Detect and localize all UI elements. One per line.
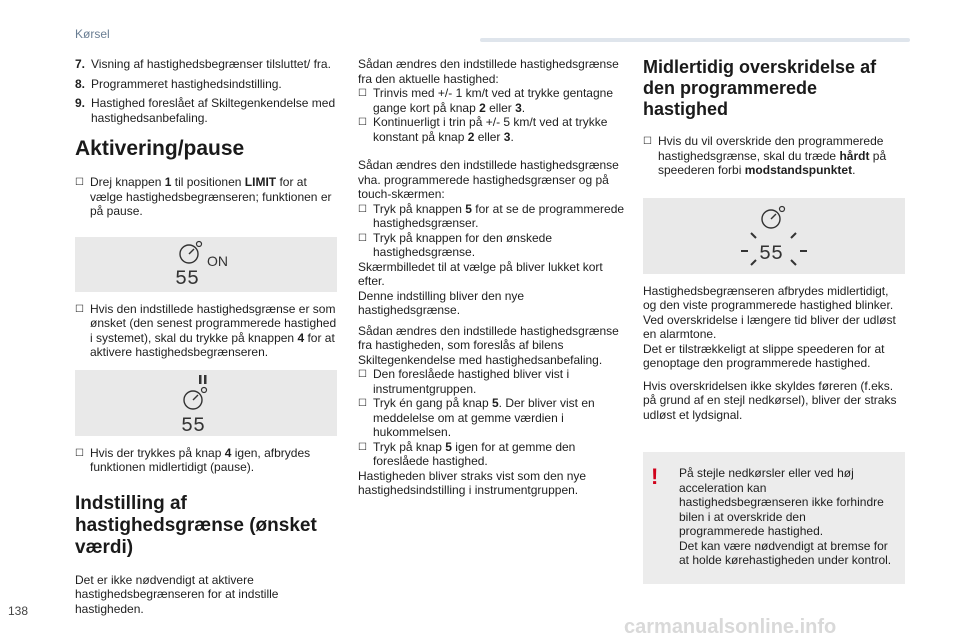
limiter-on-figure xyxy=(75,237,337,292)
paragraph: Sådan ændres den indstillede hastighedsgrænse fra den aktuelle hastighed: xyxy=(358,57,619,86)
list-item: 7. Visning af hastighedsbegrænser tilsluttet/ fra. xyxy=(75,57,331,71)
paragraph: Hvis overskridelsen ikke skyldes føreren (f.eks. på grund af en stejl nedkørsel), bliver der straks udløst et lydsignal. xyxy=(643,378,897,422)
limiter-blinking-figure xyxy=(643,198,905,274)
header-rule xyxy=(480,38,910,42)
svg-text:55: 55 xyxy=(759,242,784,266)
svg-text:55: 55 xyxy=(175,268,200,288)
paragraph: Det er tilstrækkeligt at slippe speederen for at genoptage den programmerede hastighed. xyxy=(643,341,885,370)
bullet-item: ☐ Den foreslåede hastighed bliver vist i instrumentgruppen. xyxy=(358,367,570,396)
limiter-pause-figure xyxy=(75,370,337,436)
paragraph: Sådan ændres den indstillede hastighedsgrænse vha. programmerede hastighedsgrænser og på touch-skærmen: xyxy=(358,158,619,201)
paragraph: Det er ikke nødvendigt at aktivere hastighedsbegrænseren for at indstille hastigheden. xyxy=(75,572,279,616)
bullet-item: ☐ Tryk på knappen 5 for at se de programmerede hastighedsgrænser. xyxy=(358,201,625,230)
checkbox-bullet-icon: ☐ xyxy=(358,398,367,409)
paragraph: Hastighedsbegrænseren afbrydes midlertidigt, og den viste programmerede hastighed blinker. xyxy=(643,283,894,312)
checkbox-bullet-icon: ☐ xyxy=(75,303,84,315)
checkbox-bullet-icon: ☐ xyxy=(358,88,367,99)
paragraph: Denne indstilling bliver den nye hastighedsgrænse. xyxy=(358,288,525,317)
watermark: carmanualsonline.info xyxy=(624,616,837,638)
warning-text: På stejle nedkørsler eller ved høj acceleration kan hastighedsbegrænseren ikke forhindre bilen i at overskride den programmerede hastighed. xyxy=(679,466,884,538)
heading-setting: Indstilling af hastighedsgrænse (ønsket værdi) xyxy=(75,492,317,558)
svg-text:55: 55 xyxy=(181,414,206,433)
page-number: 138 xyxy=(8,604,29,618)
column-left xyxy=(75,57,337,616)
checkbox-bullet-icon: ☐ xyxy=(643,136,652,147)
on-label: ON xyxy=(207,253,228,269)
bullet-item: ☐ Drej knappen 1 til positionen LIMIT for at vælge hastighedsbegrænseren; funktionen er på pause. xyxy=(75,175,332,218)
bullet-item: ☐ Hvis den indstillede hastighedsgrænse er som ønsket (den senest programmerede hastighed i systemet), skal du trykke på knappen 4 for at aktivere hastighedsbegrænseren. xyxy=(75,301,337,359)
paragraph: Hastigheden bliver straks vist som den nye hastighedsindstilling i instrumentgruppen. xyxy=(358,468,587,497)
column-right xyxy=(643,57,905,584)
checkbox-bullet-icon: ☐ xyxy=(75,447,84,459)
speed-limiter-paused-icon xyxy=(171,373,241,433)
section-header: Kørsel xyxy=(75,27,110,41)
heading-temporary-exceed: Midlertidig overskridelse af den programmerede hastighed xyxy=(643,57,877,119)
list-item: 8. Programmeret hastighedsindstilling. xyxy=(75,76,282,91)
paragraph: Sådan ændres den indstillede hastighedsgrænse fra hastigheden, som foreslås af bilens Skiltegenkendelse med hastighedsanbefaling. xyxy=(358,323,619,367)
warning-box xyxy=(643,452,905,584)
speed-limiter-gauge-icon xyxy=(171,240,241,288)
bullet-item: ☐ Trinvis med +/- 1 km/t ved at trykke gentagne gange kort på knap 2 eller 3. xyxy=(358,86,613,115)
bullet-item: ☐ Tryk på knap 5 igen for at gemme den foreslåede hastighed. xyxy=(358,439,576,468)
checkbox-bullet-icon: ☐ xyxy=(358,441,367,453)
heading-activation: Aktivering/pause xyxy=(75,137,245,160)
bullet-item: ☐ Tryk én gang på knap 5. Der bliver vist en meddelelse om at gemme værdien i hukommelsen. xyxy=(358,396,595,439)
paragraph: Skærmbilledet til at vælge på bliver lukket kort efter. xyxy=(358,259,603,288)
checkbox-bullet-icon: ☐ xyxy=(358,232,367,244)
checkbox-bullet-icon: ☐ xyxy=(75,177,84,188)
paragraph: Ved overskridelse i længere tid bliver der udløst en alarmtone. xyxy=(643,312,896,341)
bullet-item: ☐ Tryk på knappen for den ønskede hastighedsgrænse. xyxy=(358,230,552,259)
checkbox-bullet-icon: ☐ xyxy=(358,203,367,215)
column-middle xyxy=(358,57,626,498)
list-item: 9. Hastighed foreslået af Skiltegenkendelse med hastighedsanbefaling. xyxy=(75,96,336,125)
bullet-item: ☐ Hvis du vil overskride den programmerede hastighedsgrænse, skal du træde hårdt på speederen forbi modstandspunktet. xyxy=(643,134,887,177)
bullet-item: ☐ Hvis der trykkes på knap 4 igen, afbrydes funktionen midlertidigt (pause). xyxy=(75,445,311,474)
speed-limiter-blinking-icon xyxy=(729,201,819,271)
bullet-item: ☐ Kontinuerligt i trin på +/- 5 km/t ved at trykke konstant på knap 2 eller 3. xyxy=(358,115,608,144)
checkbox-bullet-icon: ☐ xyxy=(358,117,367,128)
checkbox-bullet-icon: ☐ xyxy=(358,369,367,380)
warning-icon: ! xyxy=(651,464,659,489)
warning-text: Det kan være nødvendigt at bremse for at holde kørehastigheden under kontrol. xyxy=(679,538,892,567)
